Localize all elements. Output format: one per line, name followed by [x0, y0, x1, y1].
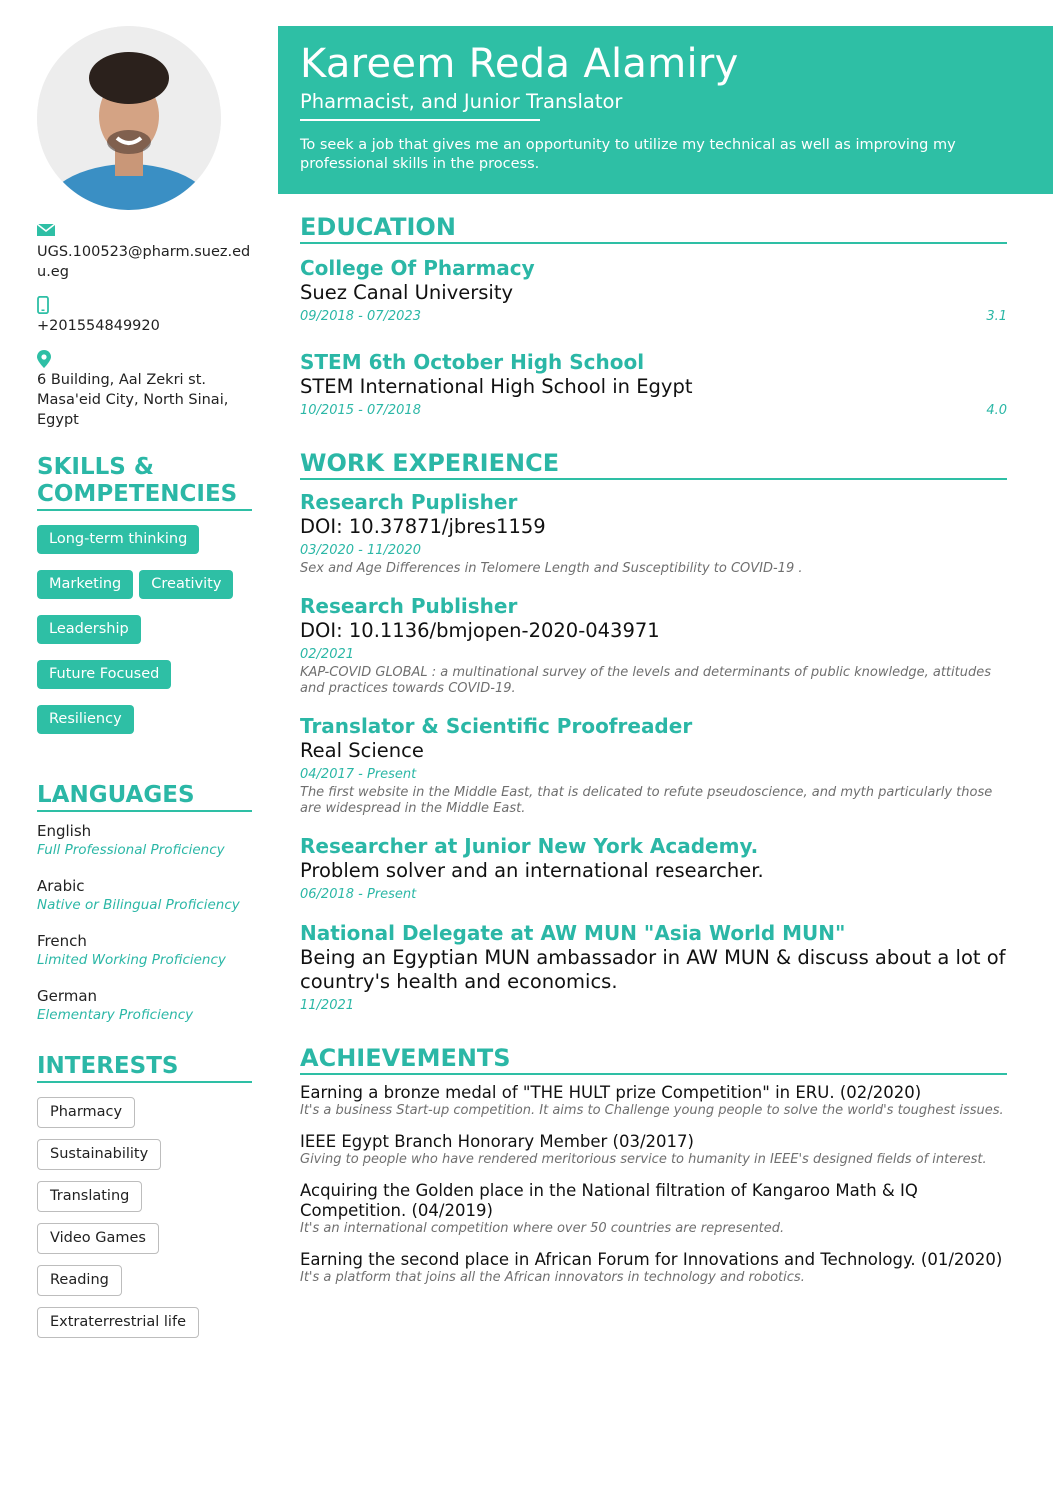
work-entry [300, 490, 1007, 577]
interest-tag: Reading [37, 1265, 122, 1296]
interest-tag: Video Games [37, 1223, 159, 1254]
entry-org: Real Science [300, 739, 424, 762]
skill-tag: Leadership [37, 615, 141, 644]
language-level: Full Professional Proficiency [37, 842, 225, 858]
achievements-list [300, 1083, 1007, 1286]
languages-heading: LANGUAGES [37, 782, 252, 812]
entry-meta [300, 996, 1007, 1015]
entry-meta [300, 765, 1007, 784]
achievement-item [300, 1132, 1007, 1168]
education-heading: EDUCATION [300, 212, 1007, 244]
entry-dates: 03/2020 - 11/2020 [300, 543, 421, 558]
entry-title: STEM 6th October High School [300, 350, 645, 374]
location-pin-icon [37, 350, 252, 368]
entry-desc: Sex and Age Differences in Telomere Length and Susceptibility to COVID-19 . [300, 561, 803, 576]
achievement-desc: Giving to people who have rendered meritorious service to humanity in IEEE's designed fields of interest. [300, 1152, 987, 1167]
entry-org: STEM International High School in Egypt [300, 375, 693, 398]
header-divider [300, 119, 540, 121]
entry-title: Translator & Scientific Proofreader [300, 714, 693, 738]
entry-title: Researcher at Junior New York Academy. [300, 834, 759, 858]
work-entry [300, 594, 1007, 697]
email-text[interactable]: UGS.100523@pharm.suez.edu.eg [37, 244, 251, 280]
language-name: German [37, 987, 98, 1005]
entry-dates: 04/2017 - Present [300, 767, 417, 782]
entry-grade: 3.1 [986, 309, 1007, 324]
entry-meta [300, 645, 1007, 664]
entry-org: Being an Egyptian MUN ambassador in AW MUN & discuss about a lot of country's health and economics. [300, 946, 1006, 993]
language-level: Limited Working Proficiency [37, 952, 226, 968]
achievement-title: Acquiring the Golden place in the National filtration of Kangaroo Math & IQ Competition. (04/2019) [300, 1181, 918, 1220]
interest-tag: Pharmacy [37, 1097, 135, 1128]
achievement-item [300, 1250, 1007, 1286]
language-item [37, 822, 252, 860]
contact-email [37, 222, 252, 282]
language-name: French [37, 932, 87, 950]
sidebar [37, 26, 252, 1349]
language-name: English [37, 822, 92, 840]
envelope-icon [37, 222, 252, 240]
entry-org: DOI: 10.1136/bmjopen-2020-043971 [300, 619, 660, 642]
mobile-phone-icon [37, 296, 252, 314]
achievement-title: IEEE Egypt Branch Honorary Member (03/2017) [300, 1132, 694, 1151]
contact-phone [37, 296, 252, 336]
achievement-desc: It's a platform that joins all the African innovators in technology and robotics. [300, 1270, 805, 1285]
achievement-item [300, 1083, 1007, 1119]
summary-text: To seek a job that gives me an opportunity to utilize my technical as well as improving my professional skills in the process. [300, 137, 956, 172]
entry-meta [300, 885, 1007, 904]
achievement-title: Earning the second place in African Forum for Innovations and Technology. (01/2020) [300, 1250, 1003, 1269]
language-item [37, 987, 252, 1025]
full-name: Kareem Reda Alamiry [300, 41, 739, 87]
entry-meta [300, 401, 1007, 420]
main-content [300, 212, 1007, 1299]
language-item [37, 877, 252, 915]
interests-heading: INTERESTS [37, 1053, 252, 1083]
skills-heading: SKILLS & COMPETENCIES [37, 454, 252, 511]
entry-meta [300, 541, 1007, 560]
achievement-title: Earning a bronze medal of "THE HULT prize Competition" in ERU. (02/2020) [300, 1083, 922, 1102]
entry-org: DOI: 10.37871/jbres1159 [300, 515, 546, 538]
language-item [37, 932, 252, 970]
contact-address [37, 350, 252, 430]
language-name: Arabic [37, 877, 85, 895]
language-level: Native or Bilingual Proficiency [37, 897, 240, 913]
entry-dates: 11/2021 [300, 998, 355, 1013]
entry-org: Suez Canal University [300, 281, 514, 304]
entry-title: College Of Pharmacy [300, 256, 535, 280]
entry-dates: 09/2018 - 07/2023 [300, 309, 421, 324]
entry-dates: 10/2015 - 07/2018 [300, 403, 421, 418]
work-heading: WORK EXPERIENCE [300, 448, 1007, 480]
entry-title: National Delegate at AW MUN "Asia World MUN" [300, 921, 846, 945]
entry-desc: KAP-COVID GLOBAL : a multinational survey of the levels and determinants of public knowledge, attitudes and practices towards COVID-19. [300, 665, 991, 696]
skill-tag: Creativity [139, 570, 233, 599]
work-entry [300, 921, 1007, 1015]
achievements-heading: ACHIEVEMENTS [300, 1043, 1007, 1075]
address-text: 6 Building, Aal Zekri st. Masa'eid City, North Sinai, Egypt [37, 372, 229, 428]
education-list [300, 256, 1007, 420]
skill-tag: Future Focused [37, 660, 171, 689]
interest-tag: Sustainability [37, 1139, 161, 1170]
header-banner [278, 26, 1053, 194]
skills-list [37, 525, 252, 734]
skill-tag: Long-term thinking [37, 525, 199, 554]
entry-title: Research Puplisher [300, 490, 518, 514]
interest-tag: Translating [37, 1181, 142, 1212]
skill-tag: Resiliency [37, 705, 134, 734]
entry-desc: The first website in the Middle East, that is delicated to refute pseudoscience, and myth particularly those are widespread in the Middle East. [300, 785, 993, 816]
entry-dates: 02/2021 [300, 647, 355, 662]
work-entry [300, 714, 1007, 817]
entry-dates: 06/2018 - Present [300, 887, 417, 902]
interest-tag: Extraterrestrial life [37, 1307, 199, 1338]
achievement-item [300, 1181, 1007, 1237]
language-level: Elementary Proficiency [37, 1007, 194, 1023]
skill-tag: Marketing [37, 570, 133, 599]
work-entry [300, 834, 1007, 904]
entry-org: Problem solver and an international researcher. [300, 859, 764, 882]
entry-grade: 4.0 [986, 403, 1007, 418]
contact-block [37, 222, 252, 430]
phone-text[interactable]: +201554849920 [37, 318, 160, 334]
achievement-desc: It's an international competition where over 50 countries are represented. [300, 1221, 785, 1236]
entry-meta [300, 307, 1007, 326]
education-entry [300, 350, 1007, 420]
job-role: Pharmacist, and Junior Translator [300, 90, 623, 113]
languages-list [37, 822, 252, 1025]
achievement-desc: It's a business Start-up competition. It aims to Challenge young people to solve the world's toughest issues. [300, 1103, 1004, 1118]
profile-photo-illustration [37, 26, 221, 210]
work-list [300, 490, 1007, 1015]
entry-title: Research Publisher [300, 594, 518, 618]
education-entry [300, 256, 1007, 326]
profile-photo [37, 26, 221, 210]
interests-list [37, 1097, 252, 1349]
